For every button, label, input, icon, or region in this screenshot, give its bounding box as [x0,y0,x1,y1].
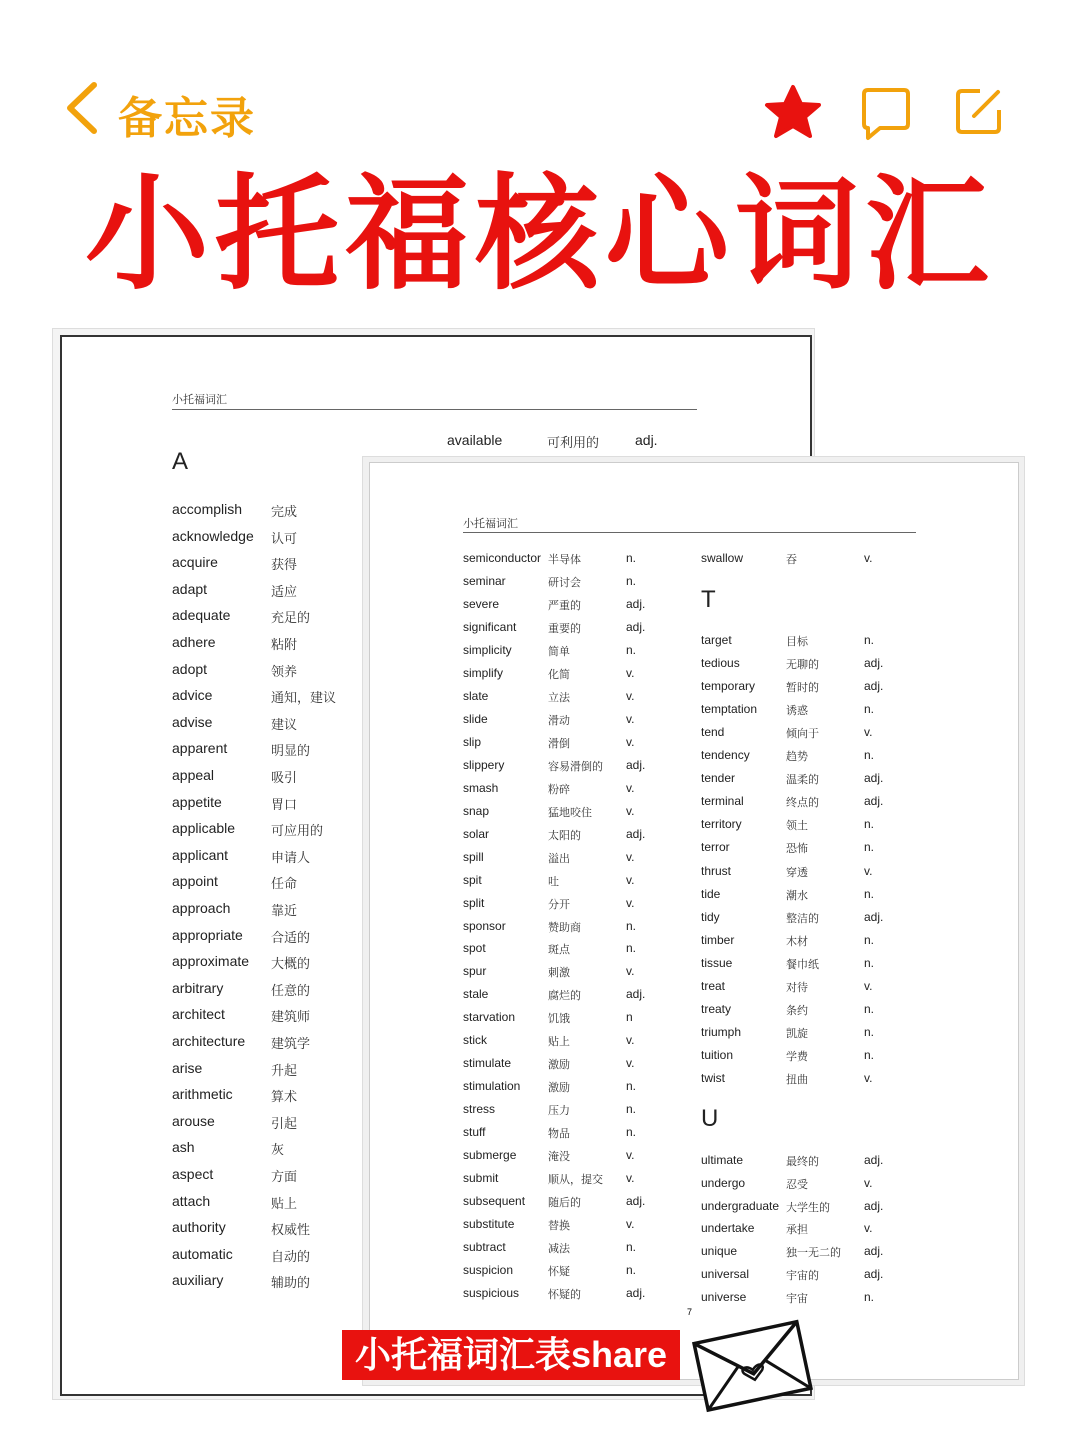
entry-word: semiconductor [463,551,542,565]
entry-word: spot [463,941,486,956]
envelope-icon [690,1318,815,1419]
entry-pos: v. [864,863,873,878]
entry-translation: 重要的 [548,621,581,635]
entry-translation: 太阳的 [548,828,581,842]
entry-translation: 学费 [786,1049,808,1063]
entry-word: apparent [172,740,228,757]
entry-word: architect [172,1006,225,1023]
entry-translation: 滑动 [548,713,570,727]
entry-translation: 条约 [786,1003,808,1017]
entry-pos: n. [864,817,875,832]
entry-pos: n. [864,1024,875,1039]
entry-pos: v. [626,734,635,749]
entry-translation: 独一无二的 [786,1246,841,1260]
entry-translation: 替换 [548,1219,570,1233]
entry-translation: 大学生的 [786,1200,830,1214]
header-rule [463,532,916,533]
entry-word: suspicious [463,1286,520,1301]
entry-word: slippery [463,757,505,772]
entry-word: universal [701,1267,750,1281]
entry-pos: n. [626,1263,637,1278]
entry-word: arbitrary [172,979,224,996]
entry-translation: 穿透 [786,865,808,879]
entry-pos: adj. [626,757,646,772]
entry-translation: 激励 [548,1058,570,1072]
entry-pos: adj. [864,794,884,809]
entry-word: acknowledge [172,527,254,544]
entry-translation: 整洁的 [786,911,819,925]
entry-translation: 辅助的 [271,1276,311,1292]
entry-word: stimulation [463,1079,521,1094]
entry-pos: v. [864,1175,873,1190]
entry-translation: 充足的 [271,611,311,627]
entry-translation: 可应用的 [271,824,324,840]
entry-translation: 对待 [786,980,808,994]
entry-pos: v. [626,964,635,979]
entry-pos: v. [864,551,873,565]
entry-word: attach [172,1192,211,1209]
entry-translation: 贴上 [271,1196,298,1212]
entry-pos: adj. [864,1153,884,1167]
entry-translation: 诱惑 [786,704,808,718]
entry-word: architecture [172,1033,246,1049]
entry-translation: 贴上 [548,1035,570,1049]
entry-translation: 粘附 [271,638,298,653]
section-a: A [172,448,189,475]
entry-translation: 猛地咬住 [548,805,592,819]
entry-translation: 刺激 [548,966,570,980]
entry-pos: n. [626,1102,637,1117]
entry-translation: 怀疑的 [548,1288,581,1302]
entry-pos: v. [626,1148,635,1163]
entry-word: thrust [701,863,732,878]
entry-pos: adj. [626,1286,646,1301]
entry-translation: 粉碎 [548,782,570,796]
entry-translation: 恐怖 [786,842,808,856]
entry-word: appeal [172,767,215,783]
edit-button[interactable] [954,86,1004,141]
entry-word: spur [463,964,487,979]
entry-pos: adj. [626,1194,646,1209]
entry-pos: n. [626,551,637,565]
entry-pos: v. [626,711,635,726]
entry-word: simplify [463,665,504,680]
chevron-left-icon [62,80,106,136]
entry-word: slide [463,711,488,726]
entry-translation: 承担 [786,1223,808,1237]
entry-translation: 吸引 [271,771,298,786]
entry-word: advise [172,713,213,730]
entry-word: tender [701,771,736,786]
entry-word: tide [701,886,721,901]
entry-translation: 终点的 [786,796,819,810]
entry-translation: 目标 [786,635,808,648]
entry-pos: n. [626,918,637,933]
entry-word: slip [463,734,482,749]
entry-word: temporary [701,679,756,694]
entry-pos: v. [626,1171,635,1186]
entry-translation: 研讨会 [548,575,581,589]
entry-translation: 严重的 [548,598,581,612]
entry-pos: adj. [864,1198,884,1213]
entry-translation: 随后的 [548,1196,581,1210]
entry-pos: adj. [626,619,646,634]
entry-word: appetite [172,793,222,810]
entry-translation: 合适的 [271,930,311,946]
entry-word: applicable [172,820,236,837]
entry-translation: 压力 [548,1104,570,1118]
comment-icon [860,86,912,142]
entry-pos: v. [864,978,873,993]
entry-translation: 化简 [548,667,570,681]
entry-pos: v. [864,1070,873,1085]
entry-pos: v. [864,725,873,740]
entry-translation: 怀疑 [548,1265,570,1279]
entry-word: solar [463,826,490,841]
entry-word: adapt [172,580,208,597]
entry-translation: 腐烂的 [548,989,581,1003]
entry-pos: n. [626,642,637,657]
entry-translation: 认可 [271,531,298,547]
entry-pos: n. [864,955,875,970]
entry-translation: 完成 [271,505,298,520]
entry-word: spill [463,849,484,864]
entry-word: arithmetic [172,1086,233,1103]
entry-word: accomplish [172,501,243,517]
back-label[interactable]: 备忘录 [118,94,256,143]
entry-pos: n. [864,840,875,855]
entry-translation: 胃口 [271,797,298,813]
entry-translation: 立法 [548,690,570,704]
entry-translation: 扭曲 [786,1072,808,1086]
entry-translation: 获得 [271,558,298,574]
entry-translation: 建筑师 [271,1010,311,1026]
carry-word: available [447,432,503,448]
entry-translation: 宇宙 [786,1291,808,1305]
entry-word: tedious [701,656,740,671]
entry-word: undergo [701,1175,746,1190]
entry-translation: 建议 [271,717,298,733]
entry-pos: n. [626,573,637,588]
entry-word: tissue [701,955,733,970]
entry-translation: 大概的 [271,957,311,973]
entry-pos: adj. [864,679,884,694]
entry-pos: n. [864,1047,875,1062]
entry-pos: adj. [864,909,884,924]
page-title: 小托福核心词汇 [84,166,995,304]
entry-translation: 明显的 [271,744,311,760]
entry-pos: v. [626,1033,635,1048]
entry-word: triumph [701,1024,742,1039]
entry-pos: adj. [864,1267,884,1281]
entry-translation: 激励 [548,1081,570,1095]
entry-word: arouse [172,1112,215,1129]
entry-word: simplicity [463,642,512,657]
entry-pos: v. [626,803,635,818]
entry-word: tend [701,725,725,740]
entry-word: adopt [172,660,208,677]
entry-pos: n. [626,1240,637,1255]
entry-word: subtract [463,1240,506,1255]
entry-translation: 温柔的 [786,773,819,787]
entry-word: snap [463,803,490,818]
entry-translation: 宇宙的 [786,1269,819,1282]
entry-word: twist [701,1070,725,1085]
entry-translation: 适应 [271,584,298,600]
entry-word: seminar [463,573,506,588]
entry-pos: v. [626,1056,635,1071]
entry-translation: 领土 [786,819,808,833]
share-banner: 小托福词汇表share [342,1330,680,1380]
entry-word: adhere [172,634,216,650]
comment-button[interactable] [860,86,912,147]
entry-pos: n. [864,1289,875,1304]
entry-pos: v. [626,780,635,795]
entry-word: treat [701,978,726,993]
entry-translation: 权威性 [271,1223,311,1239]
entry-word: acquire [172,554,218,571]
entry-word: tendency [701,748,750,763]
entry-pos: n. [626,941,637,956]
entry-word: undergraduate [701,1198,780,1213]
section-u: U [701,1105,719,1132]
entry-translation: 简单 [548,644,570,658]
entry-pos: adj. [864,1244,884,1259]
entry-word: stimulate [463,1056,512,1071]
entry-translation: 升起 [271,1063,298,1079]
entry-word: appropriate [172,926,243,943]
entry-pos: v. [864,1221,873,1236]
entry-word: territory [701,817,742,832]
entry-word: terminal [701,794,744,809]
entry-word: terror [701,840,730,855]
entry-word: stale [463,987,489,1002]
entry-pos: n. [864,1001,875,1016]
entry-pos: v. [626,665,635,680]
page1-header: 小托福词汇 [172,393,227,406]
entry-word: tidy [701,909,720,924]
page-number: 7 [687,1307,693,1317]
entry-translation: 分开 [548,897,570,911]
entry-word: temptation [701,702,758,717]
entry-pos: v. [626,688,635,703]
entry-translation: 忍受 [786,1177,808,1191]
entry-pos: adj. [626,596,646,611]
entry-translation: 趋势 [786,750,808,764]
entry-translation: 任意的 [271,983,311,999]
entry-word: auxiliary [172,1272,224,1289]
entry-translation: 方面 [271,1170,298,1185]
vocab-page-2 [362,456,1025,1386]
entry-word: stuff [463,1125,486,1140]
entry-translation: 斑点 [548,943,570,957]
entry-word: severe [463,596,500,611]
entry-word: starvation [463,1010,516,1025]
entry-word: approach [172,900,231,916]
entry-word: smash [463,780,499,795]
entry-translation: 容易滑倒的 [548,759,603,773]
entry-pos: n. [864,886,875,901]
entry-pos: n. [864,748,875,763]
entry-translation: 饥饿 [548,1012,570,1026]
entry-translation: 凯旋 [786,1026,808,1040]
entry-word: spit [463,872,482,887]
entry-translation: 倾向于 [786,727,819,741]
entry-translation: 暂时的 [786,681,819,695]
entry-word: approximate [172,953,250,970]
entry-word: undertake [701,1221,755,1236]
entry-translation: 吐 [548,874,559,888]
entry-word: stick [463,1033,487,1048]
entry-pos: v. [626,895,635,910]
entry-word: submit [463,1171,499,1186]
entry-word: tuition [701,1047,734,1062]
entry-word: significant [463,619,517,634]
entry-word: automatic [172,1245,233,1262]
entry-translation: 潮水 [786,888,808,902]
entry-translation: 物品 [548,1127,570,1141]
entry-translation: 靠近 [271,904,298,919]
entry-word: ash [172,1139,195,1156]
entry-word: universe [701,1289,747,1304]
entry-word: advice [172,687,213,704]
section-t: T [701,586,716,613]
entry-word: suspicion [463,1263,514,1278]
entry-translation: 半导体 [548,553,581,566]
entry-pos: v. [626,872,635,887]
entry-translation: 引起 [271,1116,298,1132]
entry-word: appoint [172,873,218,890]
entry-translation: 吞 [786,553,797,566]
favorite-button[interactable] [764,84,822,145]
entry-translation: 溢出 [548,851,570,865]
entry-pos: adj. [626,826,646,841]
entry-word: ultimate [701,1153,744,1167]
entry-translation: 灰 [271,1143,285,1159]
entry-translation: 自动的 [271,1249,311,1265]
entry-translation: 淹没 [548,1150,570,1164]
entry-translation: 建筑学 [271,1037,311,1052]
entry-translation: 餐巾纸 [786,957,819,971]
edit-icon [954,86,1004,136]
carry-cn: 可利用的 [547,436,600,451]
header-rule [172,409,697,410]
entry-pos: adj. [864,656,884,671]
entry-translation: 木材 [786,934,808,948]
entry-translation: 申请人 [271,850,311,866]
entry-word: split [463,895,485,910]
entry-translation: 顺从，提交 [548,1173,603,1187]
entry-word: aspect [172,1166,214,1182]
entry-translation: 任命 [271,877,298,893]
entry-word: applicant [172,846,229,863]
entry-pos: n. [626,1079,637,1094]
entry-word: swallow [701,551,744,565]
entry-pos: n. [864,932,875,947]
entry-translation: 领养 [271,664,298,680]
entry-word: subsequent [463,1194,526,1209]
entry-pos: n [626,1010,633,1025]
entry-translation: 减法 [548,1242,570,1256]
entry-word: authority [172,1219,226,1236]
entry-translation: 通知，建议 [271,691,337,707]
entry-word: arise [172,1059,203,1076]
entry-translation: 最终的 [786,1155,819,1168]
back-button[interactable] [62,80,106,136]
entry-word: adequate [172,607,231,624]
entry-word: treaty [701,1001,732,1016]
entry-word: unique [701,1244,738,1259]
entry-pos: adj. [626,987,646,1002]
entry-word: submerge [463,1148,517,1163]
entry-word: sponsor [463,918,506,933]
entry-word: stress [463,1102,496,1117]
entry-word: target [701,633,732,647]
entry-word: substitute [463,1217,515,1232]
entry-pos: v. [626,849,635,864]
entry-pos: n. [864,702,875,717]
entry-word: timber [701,932,735,947]
carry-pos: adj. [635,432,658,448]
entry-translation: 算术 [271,1090,298,1106]
entry-translation: 赞助商 [548,920,581,934]
entry-translation: 滑倒 [548,736,570,750]
star-icon [764,84,822,140]
entry-pos: v. [626,1217,635,1232]
entry-pos: adj. [864,771,884,786]
entry-pos: n. [864,633,875,647]
entry-pos: n. [626,1125,637,1140]
entry-word: slate [463,688,489,703]
page2-header: 小托福词汇 [463,517,518,530]
entry-translation: 无聊的 [786,658,819,672]
